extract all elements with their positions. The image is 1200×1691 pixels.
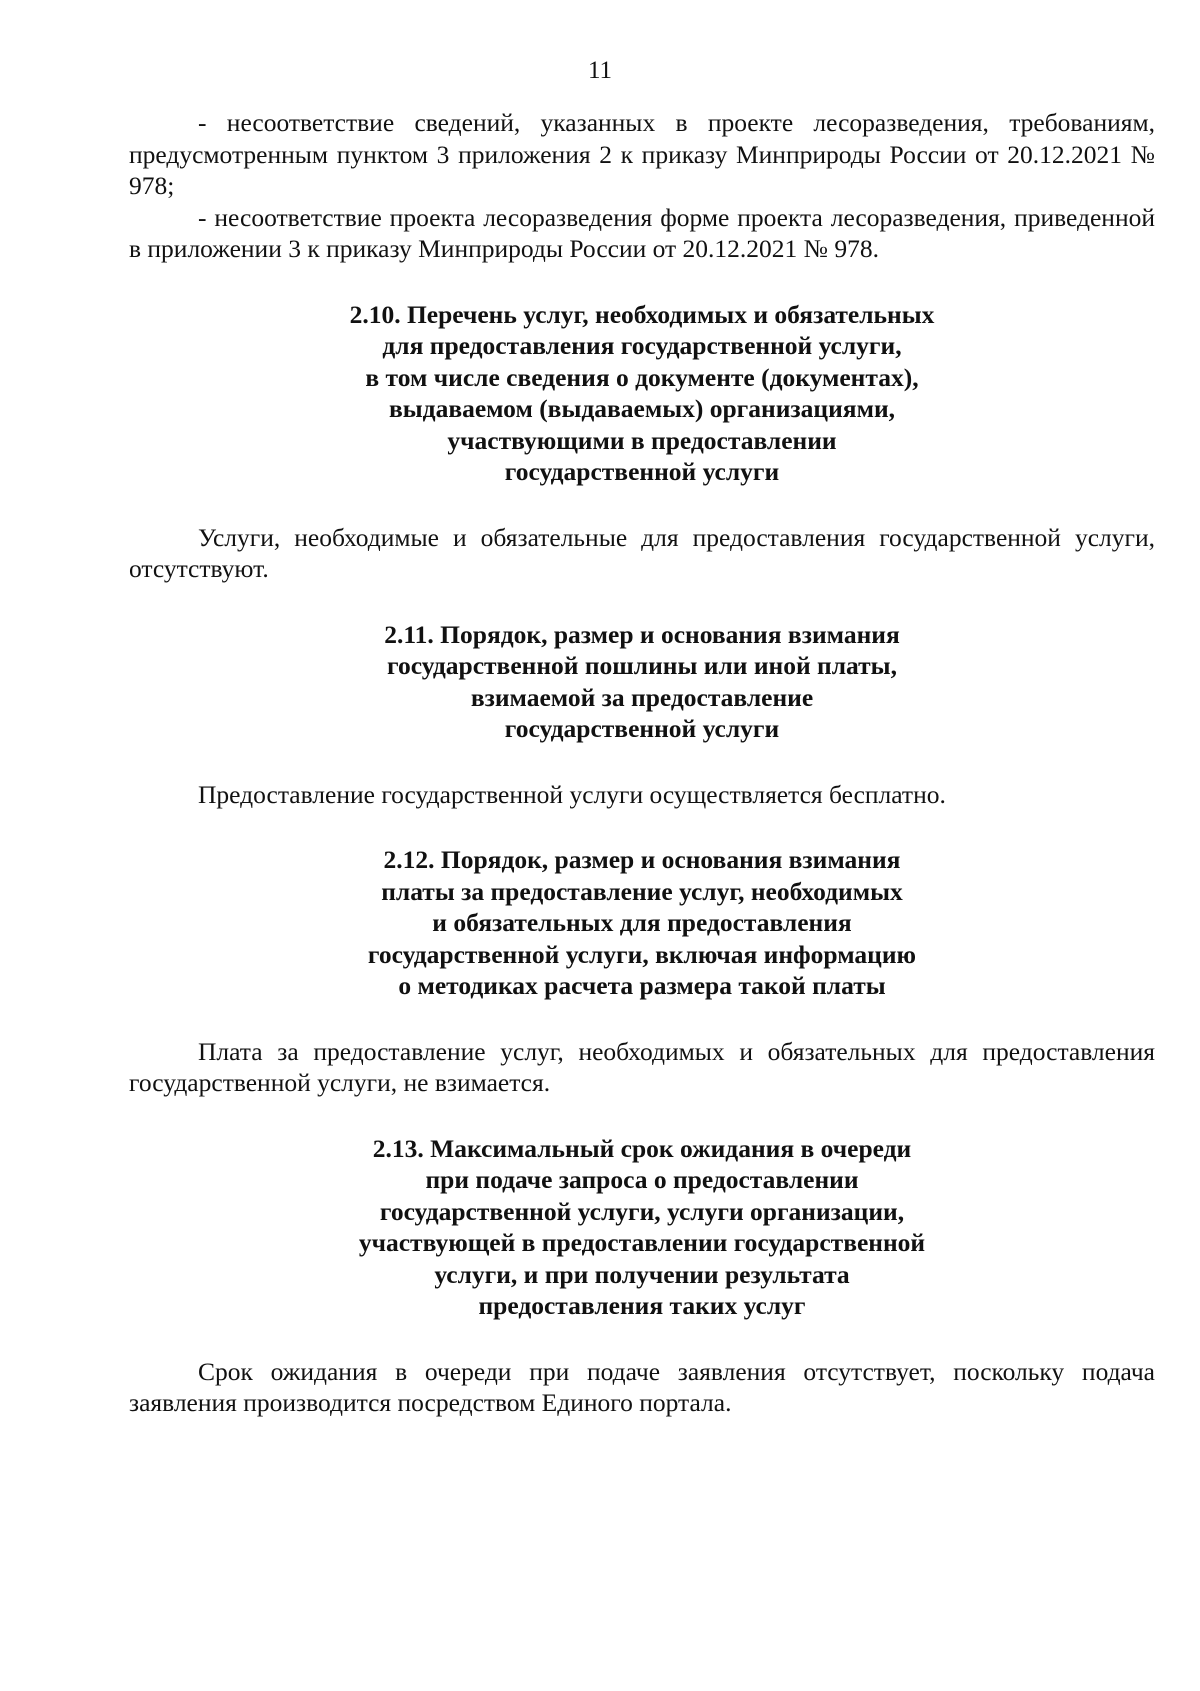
document-body [129,107,1155,1419]
heading-line: при подаче запроса о предоставлении [425,1165,859,1194]
paragraph-services-absent: Услуги, необходимые и обязательные для предоставления государственной услуги, отсутствуют. [129,522,1155,583]
heading-line: государственной услуги [504,457,780,486]
heading-line: взимаемой за предоставление [470,682,814,712]
paragraph-inconsistency-info: - несоответствие сведений, указанных в проекте лесоразведения, требованиям, предусмотренным пунктом 3 приложения 2 к приказу Минприроды России от 20.12.2021 № 978; [129,108,1155,200]
heading-line: предоставления таких услуг [478,1291,806,1320]
heading-line: и обязательных для предоставления [432,908,852,937]
heading-line: государственной услуги [504,714,780,743]
page-number: 11 [587,57,613,84]
section-heading-2-13 [129,1133,1155,1322]
paragraph-fee-not-charged: Плата за предоставление услуг, необходимых и обязательных для предоставления государственной услуги, не взимается. [129,1036,1155,1097]
heading-line: 2.10. Перечень услуг, необходимых и обязательных [349,299,935,329]
paragraph-inconsistency-form: - несоответствие проекта лесоразведения форме проекта лесоразведения, приведенной в приложении 3 к приказу Минприроды России от 20.12.2021 № 978. [129,202,1155,263]
heading-line: государственной услуги, включая информацию [367,939,917,969]
heading-line: 2.11. Порядок, размер и основания взимания [384,619,900,649]
paragraph-queue-absent: Срок ожидания в очереди при подаче заявления отсутствует, поскольку подача заявления производится посредством Единого портала. [129,1356,1155,1417]
heading-line: участвующими в предоставлении [447,425,837,455]
heading-line: о методиках расчета размера такой платы [398,971,886,1000]
section-heading-2-10 [129,299,1155,488]
section-heading-2-12 [129,844,1155,1002]
heading-line: выдаваемом (выдаваемых) организациями, [388,394,896,423]
heading-line: государственной пошлины или иной платы, [387,651,897,680]
heading-line: услуги, и при получении результата [434,1259,850,1289]
paragraph-free-of-charge: Предоставление государственной услуги осуществляется бесплатно. [198,779,946,809]
heading-line: 2.13. Максимальный срок ожидания в очереди [372,1133,912,1163]
heading-line: государственной услуги, услуги организации, [379,1196,905,1226]
heading-line: 2.12. Порядок, размер и основания взимания [383,845,901,874]
heading-line: участвующей в предоставлении государственной [358,1228,926,1257]
section-heading-2-11 [129,619,1155,745]
heading-line: в том числе сведения о документе (документах), [365,362,919,392]
heading-line: для предоставления государственной услуги, [382,331,902,360]
heading-line: платы за предоставление услуг, необходимых [381,876,903,906]
